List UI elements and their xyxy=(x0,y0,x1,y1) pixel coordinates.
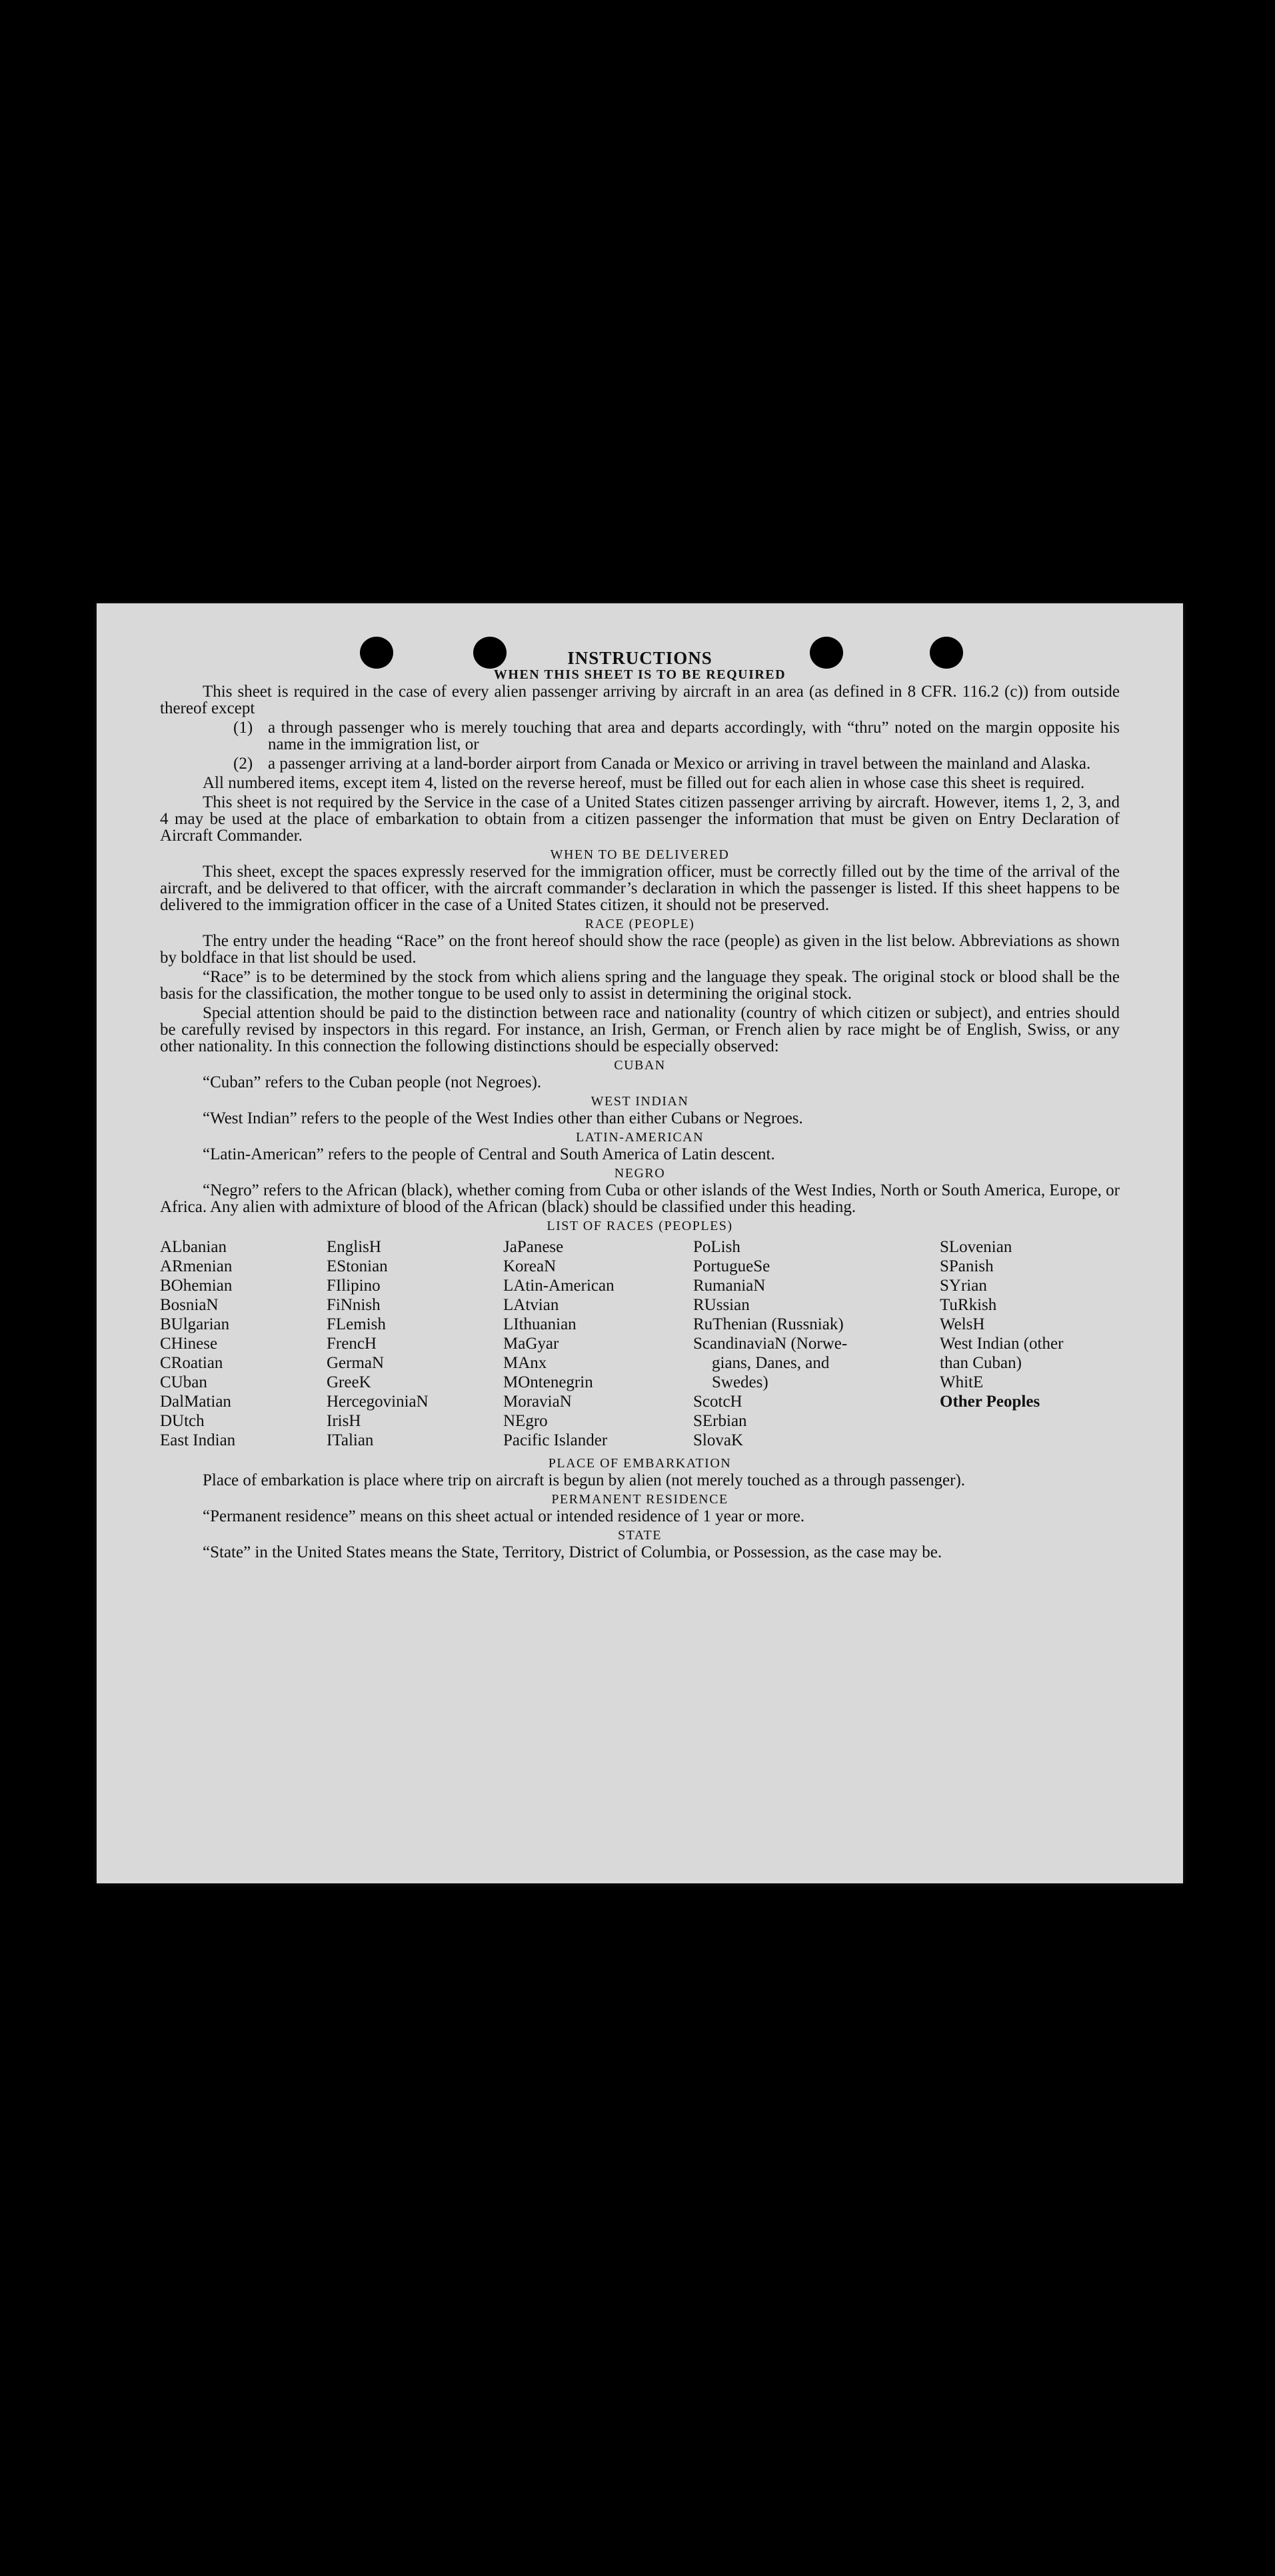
race-entry: West Indian (other xyxy=(940,1335,1064,1353)
race-entry: ScandinaviaN (Norwe- xyxy=(693,1335,848,1353)
race-entry: SErbian xyxy=(693,1412,747,1430)
negro-text: “Negro” refers to the African (black), whether coming from Cuba or other islands of the West Indies, North or South America, Europe, or Africa. Any alien with admixture of blood of the African (black) should be classified under this heading. xyxy=(160,1181,1120,1216)
race-entry: FrencH xyxy=(327,1335,377,1353)
cuban-text: “Cuban” refers to the Cuban people (not Negroes). xyxy=(203,1073,542,1091)
exception-item xyxy=(160,719,1120,753)
race-entry: BosniaN xyxy=(160,1296,219,1314)
races-column xyxy=(503,1237,693,1450)
race-paragraph: Special attention should be paid to the distinction between race and nationality (country of which citizen or subject), and entries should be carefully revised by inspectors in this regard. For instance, an Irish, German, or French alien by race might be of English, Swiss, or any other nationality. In this connection the following distinctions should be especially observed: xyxy=(160,1004,1120,1055)
races-column xyxy=(327,1237,503,1450)
heading-latin-american: LATIN-AMERICAN xyxy=(575,1130,704,1145)
race-entry: CRoatian xyxy=(160,1354,223,1372)
race-paragraph: “Race” is to be determined by the stock from which aliens spring and the language they speak. The original stock or blood shall be the basis for the classification, the mother tongue to be used only to assist in determining the original stock. xyxy=(160,968,1120,1003)
race-entry: East Indian xyxy=(160,1431,236,1449)
race-entry: JaPanese xyxy=(503,1238,564,1256)
when-required-intro: This sheet is required in the case of every alien passenger arriving by aircraft in an area (as defined in 8 CFR. 116.2 (c)) from outside thereof except xyxy=(160,683,1120,717)
numbered-items-paragraph: All numbered items, except item 4, listed on the reverse hereof, must be filled out for each alien in whose case this sheet is required. xyxy=(203,774,1085,792)
race-entry: FLemish xyxy=(327,1315,386,1333)
race-paragraph: The entry under the heading “Race” on the front hereof should show the race (people) as given in the list below. Abbreviations as shown by boldface in that list should be used. xyxy=(160,932,1120,967)
race-entry: EnglisH xyxy=(327,1238,381,1256)
item-number: (1) xyxy=(233,719,253,737)
race-entry: FIlipino xyxy=(327,1277,381,1295)
heading-when-delivered: WHEN TO BE DELIVERED xyxy=(550,847,730,862)
race-entry: SPanish xyxy=(940,1257,994,1275)
heading-permanent-residence: PERMANENT RESIDENCE xyxy=(551,1492,728,1507)
race-entry: TuRkish xyxy=(940,1296,997,1314)
race-entry: HercegoviniaN xyxy=(327,1393,429,1411)
race-entry: ARmenian xyxy=(160,1257,233,1275)
race-entry-continued: gians, Danes, and xyxy=(712,1354,830,1372)
race-entry: DalMatian xyxy=(160,1393,231,1411)
heading-state: STATE xyxy=(618,1528,662,1543)
race-entry: CHinese xyxy=(160,1335,218,1353)
race-entry: SYrian xyxy=(940,1277,987,1295)
race-entry: RUssian xyxy=(693,1296,750,1314)
heading-when-required: WHEN THIS SHEET IS TO BE REQUIRED xyxy=(493,667,786,682)
race-entry: NEgro xyxy=(503,1412,548,1430)
race-entry: EStonian xyxy=(327,1257,388,1275)
races-column xyxy=(160,1237,327,1450)
race-entry: PortugueSe xyxy=(693,1257,770,1275)
race-entry: MoraviaN xyxy=(503,1393,572,1411)
race-entry: KoreaN xyxy=(503,1257,557,1275)
race-entry: PoLish xyxy=(693,1238,740,1256)
race-entry: CUban xyxy=(160,1373,207,1391)
instruction-sheet xyxy=(97,603,1183,1883)
item-text: a through passenger who is merely touching that area and departs accordingly, with “thru” noted on the margin opposite his name in the immigration list, or xyxy=(268,719,1120,753)
race-entry: DUtch xyxy=(160,1412,205,1430)
race-entry: GreeK xyxy=(327,1373,371,1391)
race-entry: MOntenegrin xyxy=(503,1373,593,1391)
heading-place-of-embarkation: PLACE OF EMBARKATION xyxy=(548,1456,732,1471)
heading-race: RACE (PEOPLE) xyxy=(585,917,695,931)
item-number: (2) xyxy=(233,755,253,773)
page-title: INSTRUCTIONS xyxy=(567,648,712,668)
race-entry: BUlgarian xyxy=(160,1315,230,1333)
heading-negro: NEGRO xyxy=(614,1166,666,1181)
race-entry: GermaN xyxy=(327,1354,385,1372)
item-text: a passenger arriving at a land-border airport from Canada or Mexico or arriving in travel between the mainland and Alaska. xyxy=(268,755,1091,773)
exception-item xyxy=(160,755,1120,772)
race-entry: SLovenian xyxy=(940,1238,1012,1256)
race-entry: ScotcH xyxy=(693,1393,742,1411)
permanent-residence-text: “Permanent residence” means on this sheet actual or intended residence of 1 year or more. xyxy=(203,1507,805,1525)
state-text: “State” in the United States means the State, Territory, District of Columbia, or Possession, as the case may be. xyxy=(203,1543,942,1561)
race-entry: SlovaK xyxy=(693,1431,743,1449)
race-entry: LAtin-American xyxy=(503,1277,615,1295)
sheet-content xyxy=(160,650,1120,1563)
race-entry: RumaniaN xyxy=(693,1277,766,1295)
race-entry: WelsH xyxy=(940,1315,985,1333)
race-entry: MAnx xyxy=(503,1354,547,1372)
when-delivered-text: This sheet, except the spaces expressly reserved for the immigration officer, must be correctly filled out by the time of the arrival of the aircraft, and be delivered to that officer, with the aircraft commander’s declaration in which the passenger is listed. If this sheet happens to be delivered to the immigration officer in the case of a United States citizen, it should not be preserved. xyxy=(160,863,1120,914)
citizen-paragraph: This sheet is not required by the Service in the case of a United States citizen passenger arriving by aircraft. However, items 1, 2, 3, and 4 may be used at the place of embarkation to obtain from a citizen passenger the information that must be given on Entry Declaration of Aircraft Commander. xyxy=(160,793,1120,845)
race-entry: RuThenian (Russniak) xyxy=(693,1315,844,1333)
race-entry: Other Peoples xyxy=(940,1393,1040,1411)
heading-west-indian: WEST INDIAN xyxy=(591,1094,689,1109)
latin-american-text: “Latin-American” refers to the people of Central and South America of Latin descent. xyxy=(203,1145,775,1163)
race-entry: IrisH xyxy=(327,1412,361,1430)
heading-cuban: CUBAN xyxy=(614,1058,666,1073)
race-entry: LAtvian xyxy=(503,1296,559,1314)
races-list xyxy=(160,1237,1120,1450)
race-entry-continued: Swedes) xyxy=(712,1373,768,1391)
heading-list-of-races: LIST OF RACES (PEOPLES) xyxy=(547,1219,733,1233)
race-entry: BOhemian xyxy=(160,1277,233,1295)
race-entry: ITalian xyxy=(327,1431,374,1449)
race-entry: Pacific Islander xyxy=(503,1431,608,1449)
race-entry: LIthuanian xyxy=(503,1315,577,1333)
race-entry: WhitE xyxy=(940,1373,984,1391)
race-entry: FiNnish xyxy=(327,1296,381,1314)
west-indian-text: “West Indian” refers to the people of the West Indies other than either Cubans or Negroes. xyxy=(203,1109,803,1127)
race-entry-continued: than Cuban) xyxy=(940,1354,1022,1372)
place-of-embarkation-text: Place of embarkation is place where trip on aircraft is begun by alien (not merely touched as a through passenger). xyxy=(203,1471,966,1489)
race-entry: ALbanian xyxy=(160,1238,227,1256)
races-column xyxy=(693,1237,940,1450)
race-entry: MaGyar xyxy=(503,1335,559,1353)
races-column xyxy=(940,1237,1120,1450)
